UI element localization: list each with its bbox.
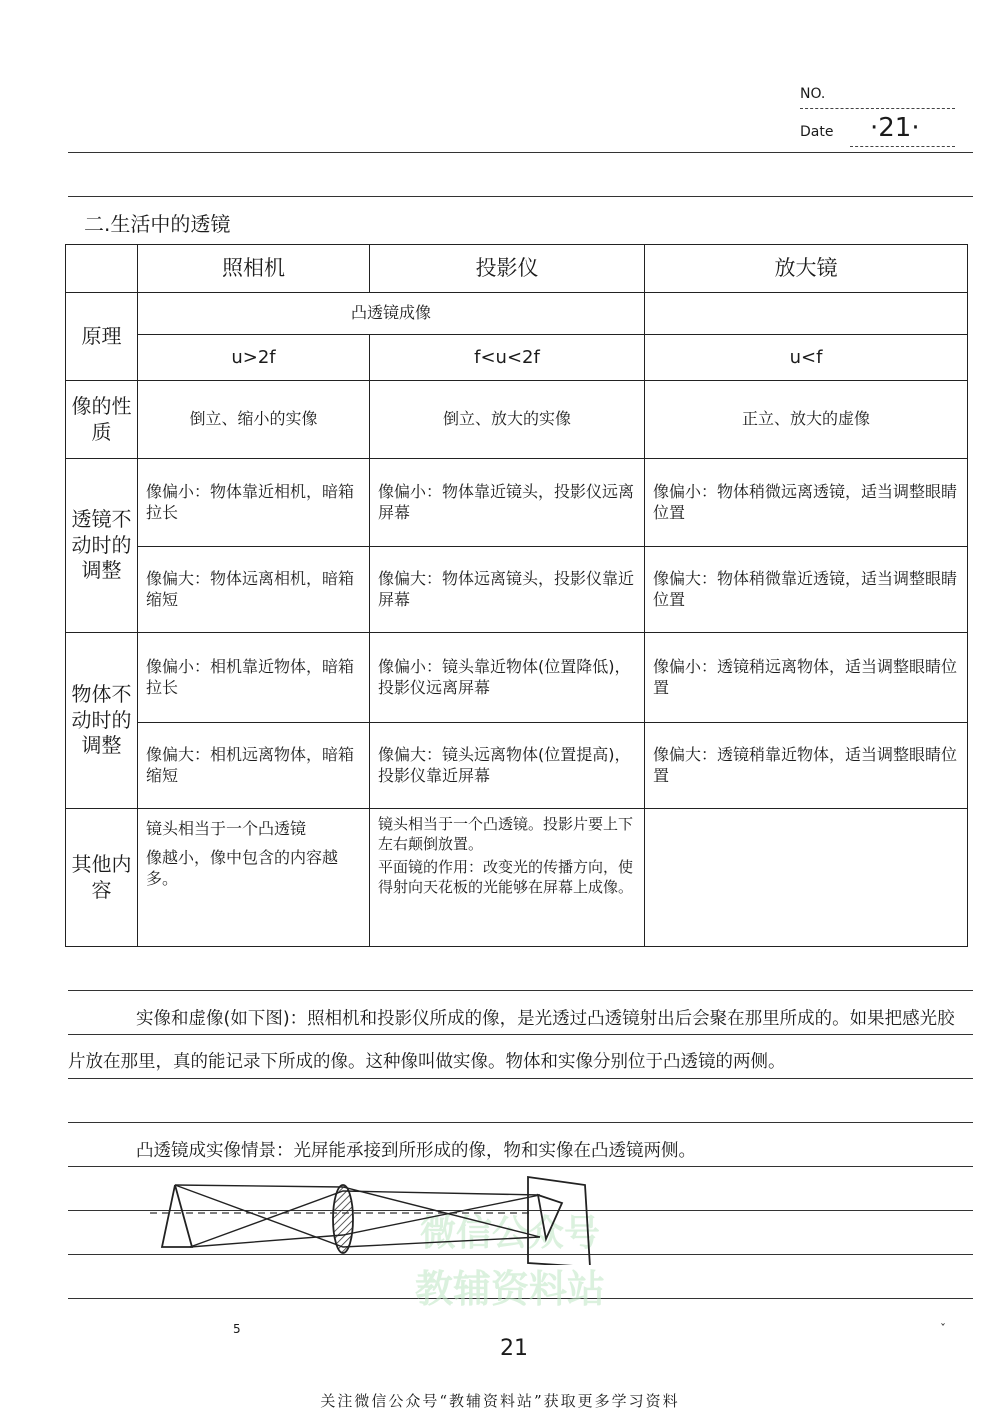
real-image — [538, 1195, 562, 1239]
lens-fixed-row-smaller — [66, 459, 968, 547]
nature-magnifier: 正立、放大的虚像 — [645, 381, 968, 459]
row-header-lens-fixed: 透镜不动时的调整 — [66, 459, 138, 633]
footer-left-mark: 5 — [233, 1322, 241, 1336]
date-value: ·21· — [870, 113, 920, 143]
principle-row — [66, 293, 968, 335]
object-fixed-larger-magnifier: 像偏大：透镜稍靠近物体，适当调整眼睛位置 — [645, 723, 968, 809]
watermark-line-1: 微信公众号 — [419, 1213, 600, 1254]
paragraph-real-virtual: 实像和虚像(如下图)：照相机和投影仪所成的像，是光透过凸透镜射出后会聚在那里所成的。如果把感光胶片放在那里，真的能记录下所成的像。这种像叫做实像。物体和实像分别位于凸透镜的两侧。 — [68, 1009, 955, 1072]
nature-projector: 倒立、放大的实像 — [370, 381, 645, 459]
object-fixed-row-larger — [66, 723, 968, 809]
ruled-line — [68, 1122, 973, 1123]
row-header-image-nature: 像的性质 — [66, 381, 138, 459]
paragraph-real-image-situation: 凸透镜成实像情景：光屏能承接到所形成的像，物和实像在凸透镜两侧。 — [136, 1141, 696, 1161]
row-header-principle: 原理 — [66, 293, 138, 381]
row-header-other: 其他内容 — [66, 809, 138, 947]
col-header-projector: 投影仪 — [370, 245, 645, 293]
principle-blank — [645, 293, 968, 335]
lens-fixed-larger-camera: 像偏大：物体远离相机，暗箱缩短 — [138, 547, 370, 633]
lens-fixed-larger-magnifier: 像偏大：物体稍微靠近透镜，适当调整眼睛位置 — [645, 547, 968, 633]
lens-fixed-row-larger — [66, 547, 968, 633]
object-fixed-larger-projector: 像偏大：镜头远离物体(位置提高)，投影仪靠近屏幕 — [370, 723, 645, 809]
footer-right-mark: ˇ — [940, 1322, 946, 1336]
no-dotted-line — [800, 108, 955, 109]
ray-1 — [175, 1185, 540, 1237]
other-camera-line-1: 镜头相当于一个凸透镜 — [146, 819, 307, 838]
other-row — [66, 809, 968, 947]
row-header-object-fixed: 物体不动时的调整 — [66, 633, 138, 809]
ruled-line — [68, 990, 973, 991]
table-corner — [66, 245, 138, 293]
watermark-line-2: 教辅资料站 — [414, 1267, 605, 1311]
lens-table — [65, 244, 968, 947]
lens-fixed-smaller-magnifier: 像偏小：物体稍微远离透镜，适当调整眼睛位置 — [645, 459, 968, 547]
image-nature-row — [66, 381, 968, 459]
object-fixed-smaller-camera: 像偏小：相机靠近物体，暗箱拉长 — [138, 633, 370, 723]
other-camera-line-2: 像越小，像中包含的内容越多。 — [146, 847, 339, 888]
ruled-line — [68, 196, 973, 197]
col-header-camera: 照相机 — [138, 245, 370, 293]
lens-diagram — [150, 1175, 610, 1265]
lens-fixed-smaller-camera: 像偏小：物体靠近相机，暗箱拉长 — [138, 459, 370, 547]
object-fixed-smaller-magnifier: 像偏小：透镜稍远离物体，适当调整眼睛位置 — [645, 633, 968, 723]
object-candle — [162, 1185, 192, 1247]
light-screen — [528, 1177, 590, 1265]
condition-magnifier: u<f — [645, 335, 968, 381]
date-dotted-line — [850, 146, 955, 147]
condition-camera: u>2f — [138, 335, 370, 381]
page-number: 21 — [500, 1336, 528, 1361]
object-fixed-row-smaller — [66, 633, 968, 723]
principle-convex-note: 凸透镜成像 — [138, 293, 645, 335]
lens-fixed-larger-projector: 像偏大：物体远离镜头，投影仪靠近屏幕 — [370, 547, 645, 633]
ray-3 — [190, 1191, 540, 1247]
col-header-magnifier: 放大镜 — [645, 245, 968, 293]
date-label: Date — [800, 124, 834, 140]
section-title: 二.生活中的透镜 — [84, 212, 231, 236]
other-camera — [138, 809, 370, 947]
no-label: NO. — [800, 86, 826, 102]
lens-fixed-smaller-projector: 像偏小：物体靠近镜头，投影仪远离屏幕 — [370, 459, 645, 547]
nature-camera: 倒立、缩小的实像 — [138, 381, 370, 459]
table-header-row — [66, 245, 968, 293]
condition-projector: f<u<2f — [370, 335, 645, 381]
object-fixed-smaller-projector: 像偏小：镜头靠近物体(位置降低)，投影仪远离屏幕 — [370, 633, 645, 723]
footer-note: 关注微信公众号“教辅资料站”获取更多学习资料 — [320, 1392, 680, 1410]
ruled-line — [68, 152, 973, 153]
condition-row — [66, 335, 968, 381]
other-magnifier-blank — [645, 809, 968, 947]
other-projector — [370, 809, 645, 947]
other-projector-line-2: 平面镜的作用：改变光的传播方向，使得射向天花板的光能够在屏幕上成像。 — [378, 858, 634, 896]
other-projector-line-1: 镜头相当于一个凸透镜。投影片要上下左右颠倒放置。 — [378, 815, 634, 853]
convex-lens — [333, 1185, 353, 1253]
object-fixed-larger-camera: 像偏大：相机远离物体，暗箱缩短 — [138, 723, 370, 809]
